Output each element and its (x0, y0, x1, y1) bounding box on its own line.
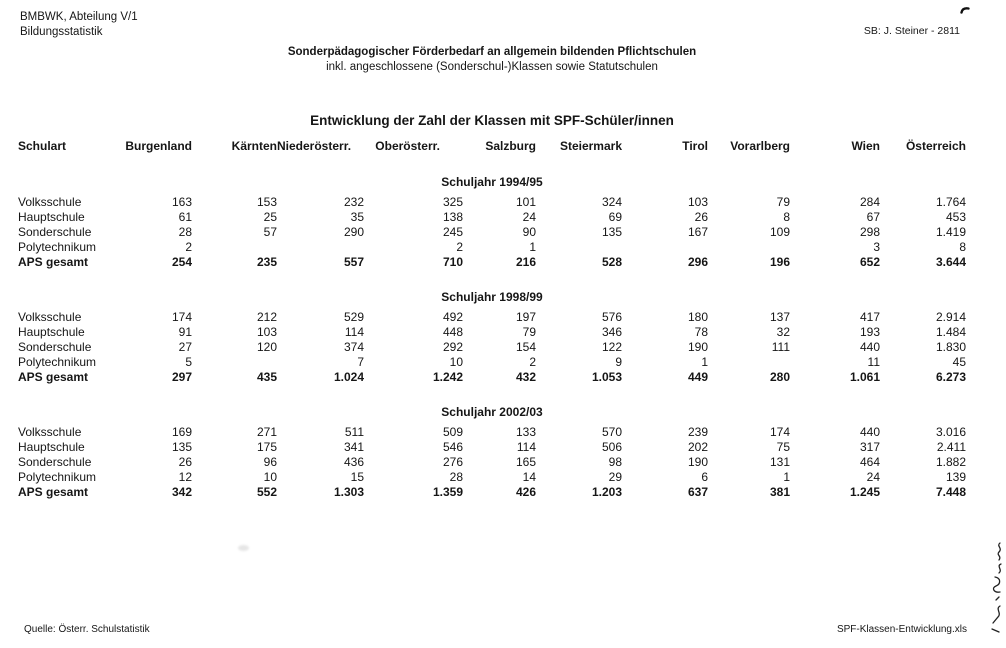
value-cell: 8 (959, 240, 966, 254)
value-cell: 98 (608, 455, 622, 469)
value-cell: 341 (343, 440, 364, 454)
value-cell (192, 240, 277, 255)
value-cell: 1.764 (935, 195, 966, 209)
table-section (18, 290, 966, 385)
org-line-1: BMBWK, Abteilung V/1 (20, 11, 138, 23)
value-cell: 202 (687, 440, 708, 454)
value-cell: 103 (256, 325, 277, 339)
table-sections (18, 175, 966, 520)
row-label: Polytechnikum (18, 355, 97, 369)
row-label: Hauptschule (18, 325, 85, 339)
value-cell: 710 (442, 255, 463, 269)
value-cell: 7 (357, 355, 364, 369)
value-cell: 570 (601, 425, 622, 439)
value-cell: 436 (343, 455, 364, 469)
row-label: Volksschule (18, 310, 82, 324)
scan-smudge (238, 545, 249, 551)
org-block (20, 10, 138, 40)
row-label: Hauptschule (18, 440, 85, 454)
value-cell: 26 (178, 455, 192, 469)
section-title: Schuljahr 1998/99 (441, 290, 543, 304)
value-cell: 245 (442, 225, 463, 239)
value-cell: 284 (859, 195, 880, 209)
column-header-wien: Wien (851, 139, 880, 153)
value-cell: 154 (515, 340, 536, 354)
column-header-vorarlberg: Vorarlberg (730, 139, 790, 153)
value-cell: 67 (866, 210, 880, 224)
document-title (18, 45, 966, 75)
value-cell: 2 (456, 240, 463, 254)
column-header-tirol: Tirol (682, 139, 708, 153)
table-row (18, 310, 966, 325)
value-cell: 325 (442, 195, 463, 209)
handwritten-note-icon (988, 540, 1006, 640)
value-cell: 557 (343, 255, 364, 269)
value-cell: 232 (343, 195, 364, 209)
value-cell: 506 (601, 440, 622, 454)
value-cell: 440 (859, 340, 880, 354)
value-cell: 1.419 (935, 225, 966, 239)
row-label: Volksschule (18, 425, 82, 439)
value-cell: 10 (263, 470, 277, 484)
column-header-oesterreich: Österreich (905, 139, 966, 153)
value-cell: 342 (171, 485, 192, 499)
org-line-2: Bildungsstatistik (20, 26, 103, 38)
value-cell: 1.830 (935, 340, 966, 354)
value-cell: 239 (687, 425, 708, 439)
table-row (18, 455, 966, 470)
value-cell: 169 (171, 425, 192, 439)
table-row (18, 470, 966, 485)
value-cell: 346 (601, 325, 622, 339)
value-cell: 27 (178, 340, 192, 354)
table-row (18, 425, 966, 440)
value-cell: 3.016 (935, 425, 966, 439)
value-cell: 449 (687, 370, 708, 384)
column-header-steiermark: Steiermark (559, 139, 622, 153)
value-cell: 1.242 (432, 370, 463, 384)
value-cell: 24 (866, 470, 880, 484)
value-cell: 1.484 (935, 325, 966, 339)
value-cell: 96 (263, 455, 277, 469)
value-cell: 79 (522, 325, 536, 339)
value-cell: 1.024 (333, 370, 364, 384)
value-cell: 374 (343, 340, 364, 354)
value-cell: 26 (694, 210, 708, 224)
value-cell: 101 (515, 195, 536, 209)
value-cell: 180 (687, 310, 708, 324)
value-cell: 1.303 (333, 485, 364, 499)
value-cell: 45 (952, 355, 966, 369)
value-cell: 297 (171, 370, 192, 384)
row-label: APS gesamt (18, 255, 89, 269)
row-label: Polytechnikum (18, 240, 97, 254)
value-cell: 29 (608, 470, 622, 484)
value-cell: 2.914 (935, 310, 966, 324)
table-row (18, 355, 966, 370)
value-cell: 15 (350, 470, 364, 484)
section-title: Schuljahr 1994/95 (441, 175, 543, 189)
value-cell: 11 (867, 355, 880, 369)
value-cell: 426 (515, 485, 536, 499)
table-row (18, 340, 966, 355)
value-cell: 317 (859, 440, 880, 454)
value-cell (708, 240, 790, 255)
value-cell: 3.644 (935, 255, 966, 269)
value-cell: 509 (442, 425, 463, 439)
value-cell: 57 (263, 225, 277, 239)
document-title-line-2: inkl. angeschlossene (Sonderschul-)Klassen sowie Statutschulen (326, 61, 658, 73)
column-header-niederoesterr: Niederösterr. (277, 139, 352, 153)
pen-mark-icon (960, 2, 971, 20)
section-title: Schuljahr 2002/03 (441, 405, 543, 419)
value-cell: 35 (350, 210, 364, 224)
value-cell (622, 240, 708, 255)
table-row (18, 210, 966, 225)
table-row (18, 485, 966, 500)
table-row (18, 225, 966, 240)
value-cell: 137 (769, 310, 790, 324)
table-row (18, 370, 966, 385)
table-section (18, 405, 966, 500)
value-cell: 1.882 (935, 455, 966, 469)
value-cell: 292 (442, 340, 463, 354)
value-cell: 175 (256, 440, 277, 454)
value-cell: 280 (769, 370, 790, 384)
value-cell: 114 (516, 440, 536, 454)
value-cell: 131 (769, 455, 790, 469)
value-cell: 193 (859, 325, 880, 339)
value-cell: 271 (256, 425, 277, 439)
value-cell: 174 (171, 310, 192, 324)
value-cell: 28 (178, 225, 192, 239)
value-cell: 6 (701, 470, 708, 484)
value-cell: 197 (515, 310, 536, 324)
value-cell: 10 (449, 355, 463, 369)
value-cell: 25 (263, 210, 277, 224)
table-row (18, 195, 966, 210)
value-cell: 24 (522, 210, 536, 224)
value-cell: 133 (515, 425, 536, 439)
value-cell: 90 (522, 225, 536, 239)
value-cell: 135 (171, 440, 192, 454)
value-cell: 122 (601, 340, 622, 354)
value-cell: 1.245 (849, 485, 880, 499)
value-cell: 652 (859, 255, 880, 269)
value-cell: 153 (256, 195, 277, 209)
column-header-kaernten: Kärnten (231, 139, 277, 153)
value-cell: 492 (442, 310, 463, 324)
row-label: Sonderschule (18, 455, 92, 469)
table-row (18, 255, 966, 270)
value-cell: 14 (522, 470, 536, 484)
filename-note: SPF-Klassen-Entwicklung.xls (836, 624, 967, 635)
value-cell: 576 (601, 310, 622, 324)
value-cell: 12 (178, 470, 192, 484)
value-cell: 28 (449, 470, 463, 484)
value-cell: 78 (694, 325, 708, 339)
value-cell: 1.053 (591, 370, 622, 384)
value-cell: 103 (687, 195, 708, 209)
value-cell: 637 (687, 485, 708, 499)
value-cell: 1.061 (849, 370, 880, 384)
value-cell: 165 (515, 455, 536, 469)
value-cell (277, 240, 364, 255)
value-cell: 190 (687, 455, 708, 469)
value-cell: 91 (178, 325, 192, 339)
value-cell: 163 (171, 195, 192, 209)
value-cell: 9 (615, 355, 622, 369)
table-row (18, 325, 966, 340)
table-row (18, 240, 966, 255)
value-cell: 1 (783, 470, 790, 484)
value-cell: 216 (515, 255, 536, 269)
column-header-schulart: Schulart (18, 139, 67, 153)
row-label: APS gesamt (18, 485, 89, 499)
value-cell: 6.273 (935, 370, 966, 384)
value-cell: 1 (701, 355, 708, 369)
source-note: Quelle: Österr. Schulstatistik (24, 624, 150, 635)
column-header-burgenland: Burgenland (125, 139, 192, 153)
value-cell: 435 (256, 370, 277, 384)
row-label: Sonderschule (18, 340, 92, 354)
value-cell: 120 (256, 340, 277, 354)
value-cell: 546 (442, 440, 463, 454)
value-cell: 296 (687, 255, 708, 269)
table-title: Entwicklung der Zahl der Klassen mit SPF-Schüler/innen (310, 113, 674, 128)
row-label: APS gesamt (18, 370, 89, 384)
value-cell: 135 (601, 225, 622, 239)
value-cell (192, 355, 277, 370)
value-cell: 511 (344, 425, 364, 439)
value-cell: 79 (776, 195, 790, 209)
value-cell: 528 (601, 255, 622, 269)
value-cell: 298 (859, 225, 880, 239)
value-cell: 5 (185, 355, 192, 369)
value-cell: 2 (529, 355, 536, 369)
value-cell: 324 (601, 195, 622, 209)
value-cell: 2 (185, 240, 192, 254)
value-cell: 2.411 (936, 440, 966, 454)
value-cell: 61 (178, 210, 192, 224)
value-cell: 3 (873, 240, 880, 254)
row-label: Polytechnikum (18, 470, 97, 484)
value-cell: 212 (256, 310, 277, 324)
value-cell: 235 (256, 255, 277, 269)
table-section (18, 175, 966, 270)
column-header-oberoesterr: Oberösterr. (375, 139, 440, 153)
value-cell: 75 (776, 440, 790, 454)
value-cell: 464 (859, 455, 880, 469)
value-cell: 440 (859, 425, 880, 439)
value-cell: 196 (769, 255, 790, 269)
value-cell: 290 (343, 225, 364, 239)
value-cell: 1 (529, 240, 536, 254)
value-cell: 111 (771, 340, 790, 354)
row-label: Hauptschule (18, 210, 85, 224)
document-title-line-1: Sonderpädagogischer Förderbedarf an allgemein bildenden Pflichtschulen (287, 46, 697, 58)
value-cell: 8 (783, 210, 790, 224)
value-cell: 139 (945, 470, 966, 484)
table-row (18, 440, 966, 455)
value-cell: 432 (515, 370, 536, 384)
value-cell: 174 (769, 425, 790, 439)
value-cell (536, 240, 622, 255)
row-label: Sonderschule (18, 225, 92, 239)
value-cell: 381 (769, 485, 790, 499)
value-cell: 190 (687, 340, 708, 354)
value-cell: 167 (687, 225, 708, 239)
value-cell: 138 (442, 210, 463, 224)
clerk-reference: SB: J. Steiner - 2811 (863, 25, 960, 37)
value-cell: 109 (769, 225, 790, 239)
column-header-salzburg: Salzburg (485, 139, 536, 153)
value-cell: 32 (776, 325, 790, 339)
column-header-row (18, 139, 966, 154)
value-cell (708, 355, 790, 370)
value-cell: 453 (945, 210, 966, 224)
value-cell: 417 (859, 310, 880, 324)
value-cell: 552 (256, 485, 277, 499)
row-label: Volksschule (18, 195, 82, 209)
value-cell: 7.448 (935, 485, 966, 499)
value-cell: 529 (343, 310, 364, 324)
value-cell: 1.359 (432, 485, 463, 499)
value-cell: 276 (442, 455, 463, 469)
value-cell: 448 (442, 325, 463, 339)
value-cell: 1.203 (591, 485, 622, 499)
value-cell: 254 (171, 255, 192, 269)
value-cell: 69 (608, 210, 622, 224)
value-cell: 114 (344, 325, 364, 339)
